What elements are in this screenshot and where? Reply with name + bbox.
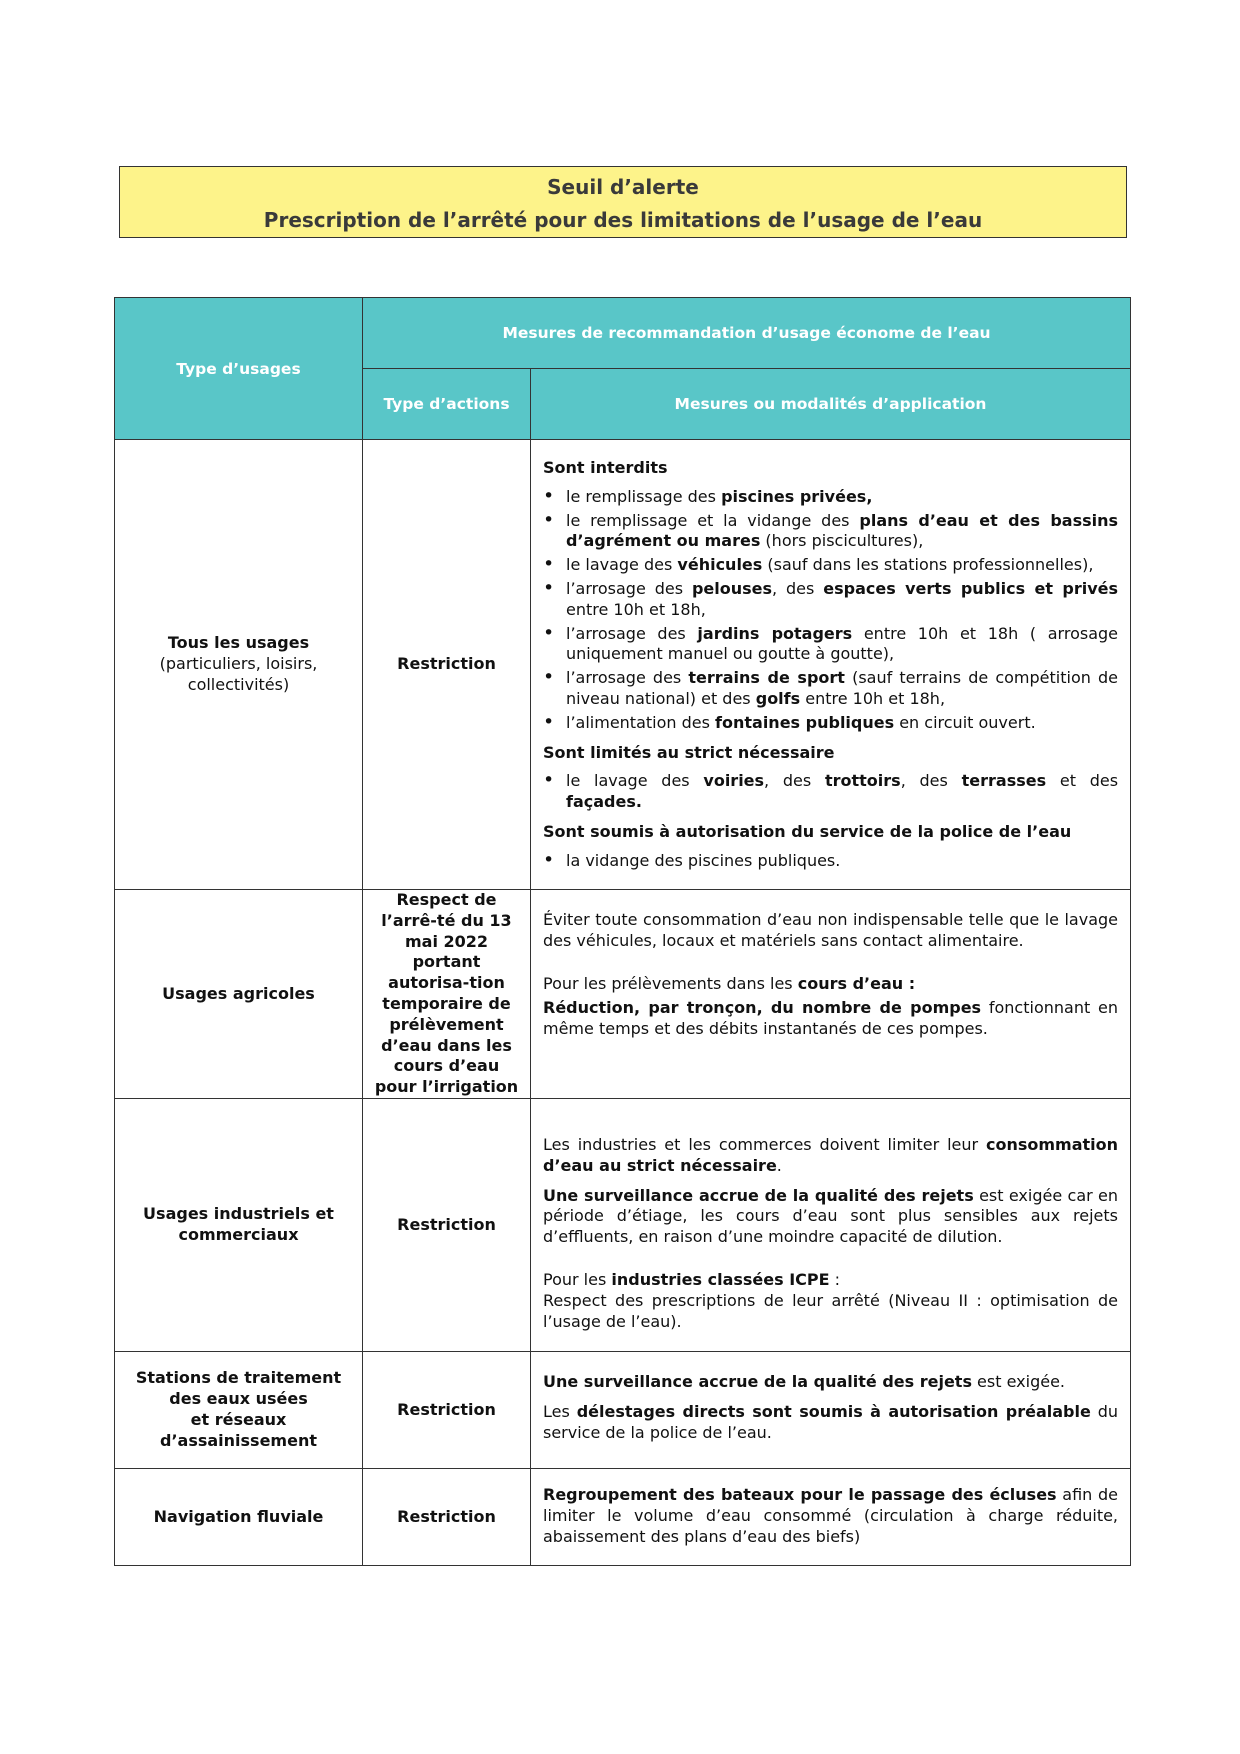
usage-label: Stations de traitement des eaux usées [135, 1368, 342, 1409]
table-row [115, 890, 1131, 1099]
forbidden-list [543, 487, 1118, 734]
col-header-actions: Type d’actions [363, 369, 531, 440]
usage-cell [115, 1351, 363, 1468]
alert-header-box [119, 166, 1127, 238]
action-cell: Respect de l’arrê-té du 13 mai 2022 portant autorisa-tion temporaire de prélèvement d’eau dans les cours d’eau pour l’irrigation [363, 890, 531, 1099]
measures-cell [531, 1098, 1131, 1351]
action-cell: Restriction [363, 440, 531, 890]
measure-paragraph: Éviter toute consommation d’eau non indispensable telle que le lavage des véhicules, locaux et matériels sans contact alimentaire. [543, 910, 1119, 950]
measure-paragraph: Les délestages directs sont soumis à autorisation préalable du service de la police de l’eau. [543, 1401, 1119, 1442]
usage-cell: Usages industriels et commerciaux [115, 1098, 363, 1351]
measures-cell [531, 440, 1131, 890]
group-header-measures: Mesures de recommandation d’usage économe de l’eau [363, 298, 1131, 369]
table-row [115, 1098, 1131, 1351]
measure-paragraph: Une surveillance accrue de la qualité des rejets est exigée. [543, 1371, 1065, 1391]
list-item: • l’alimentation des fontaines publiques en circuit ouvert. [543, 713, 1118, 734]
col-header-usage: Type d’usages [115, 298, 363, 440]
measures-cell [531, 1468, 1131, 1565]
list-item: • le remplissage des piscines privées, [543, 487, 1118, 508]
authorization-list [543, 851, 1118, 872]
usage-detail: (particuliers, loisirs, collectivités) [159, 654, 318, 694]
measure-paragraph: Respect des prescriptions de leur arrêté (Niveau II : optimisation de l’usage de l’eau). [543, 1290, 1119, 1331]
measure-paragraph: Une surveillance accrue de la qualité des rejets est exigée car en période d’étiage, les cours d’eau sont plus sensibles aux rejets d’effluents, en raison d’une moindre capacité de dilution. [543, 1185, 1119, 1247]
section-title-forbidden: Sont interdits [543, 458, 668, 477]
table-row [115, 1351, 1131, 1468]
table-row [115, 440, 1131, 890]
list-item: • l’arrosage des jardins potagers entre 10h et 18h ( arrosage uniquement manuel ou goutte à goutte), [543, 624, 1118, 666]
usage-cell [115, 440, 363, 890]
list-item: • l’arrosage des terrains de sport (sauf terrains de compétition de niveau national) et des golfs entre 10h et 18h, [543, 668, 1118, 710]
list-item: • le remplissage et la vidange des plans d’eau et des bassins d’agrément ou mares (hors piscicultures), [543, 511, 1118, 553]
header-subtitle: Prescription de l’arrêté pour des limitations de l’usage de l’eau [263, 208, 983, 232]
measures-table [114, 297, 1131, 1566]
col-header-measures: Mesures ou modalités d’application [531, 369, 1131, 440]
list-item: • la vidange des piscines publiques. [543, 851, 1118, 872]
action-cell: Restriction [363, 1351, 531, 1468]
usage-cell: Navigation fluviale [115, 1468, 363, 1565]
section-title-authorization: Sont soumis à autorisation du service de la police de l’eau [543, 821, 1072, 841]
list-item: • le lavage des véhicules (sauf dans les stations professionnelles), [543, 555, 1118, 576]
list-item: • le lavage des voiries, des trottoirs, des terrasses et des façades. [543, 771, 1118, 813]
measures-cell [531, 890, 1131, 1099]
header-title: Seuil d’alerte [547, 175, 699, 199]
table-row [115, 1468, 1131, 1565]
limited-list [543, 771, 1118, 813]
usage-label: Tous les usages [167, 633, 310, 653]
measure-paragraph: Réduction, par tronçon, du nombre de pompes fonctionnant en même temps et des débits instantanés de ces pompes. [543, 998, 1119, 1039]
measure-paragraph: Pour les prélèvements dans les cours d’eau : [543, 973, 916, 993]
usage-cell: Usages agricoles [115, 890, 363, 1099]
usage-label: et réseaux d’assainissement [160, 1409, 317, 1450]
list-item: • l’arrosage des pelouses, des espaces verts publics et privés entre 10h et 18h, [543, 579, 1118, 621]
section-title-limited: Sont limités au strict nécessaire [543, 742, 835, 762]
measure-paragraph: Regroupement des bateaux pour le passage des écluses afin de limiter le volume d’eau consommé (circulation à charge réduite, abaissement des plans d’eau des biefs) [543, 1484, 1119, 1546]
measures-cell [531, 1351, 1131, 1468]
action-cell: Restriction [363, 1098, 531, 1351]
measure-paragraph: Pour les industries classées ICPE : [543, 1269, 841, 1289]
action-cell: Restriction [363, 1468, 531, 1565]
measure-paragraph: Les industries et les commerces doivent limiter leur consommation d’eau au strict nécessaire. [543, 1134, 1119, 1175]
